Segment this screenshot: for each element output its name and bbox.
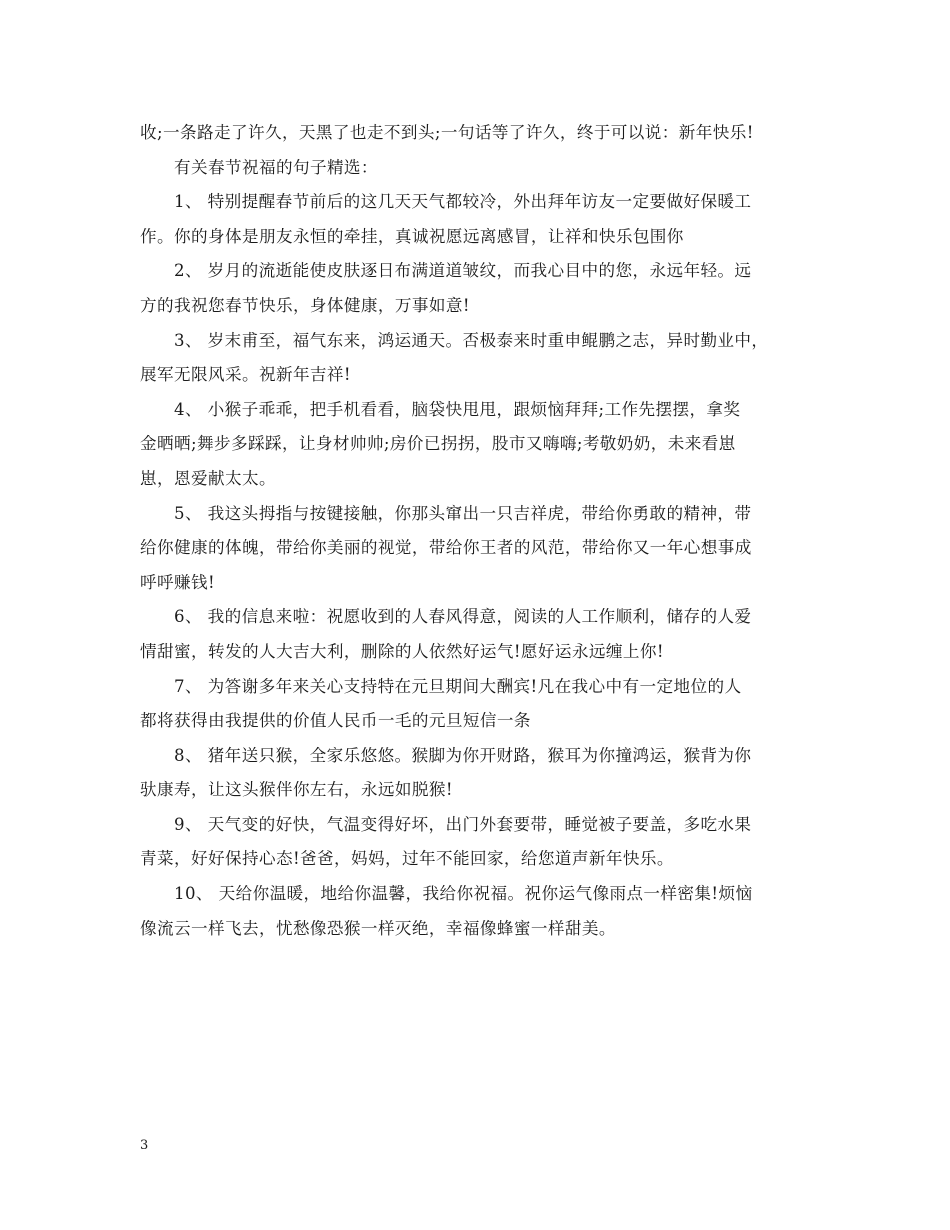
text-line: 呼呼赚钱! [140,572,216,592]
text-line: 4、 小猴子乖乖，把手机看看，脑袋快甩甩，跟烦恼拜拜;工作先摆摆，拿奖 [174,399,741,419]
text-line: 2、 岁月的流逝能使皮肤逐日布满道道皱纹，而我心目中的您，永远年轻。远 [174,261,752,281]
text-line: 9、 天气变的好快，气温变得好坏，出门外套要带，睡觉被子要盖，多吃水果 [174,814,752,834]
text-line: 都将获得由我提供的价值人民币一毛的元旦短信一条 [140,711,531,731]
text-line: 6、 我的信息来啦：祝愿收到的人春风得意，阅读的人工作顺利，储存的人爱 [174,607,752,627]
text-line: 8、 猪年送只猴，全家乐悠悠。猴脚为你开财路，猴耳为你撞鸿运，猴背为你 [174,745,752,765]
text-line: 作。你的身体是朋友永恒的牵挂，真诚祝愿远离感冒，让祥和快乐包围你 [140,226,684,246]
text-line: 展军无限风采。祝新年吉祥! [140,365,351,385]
section-heading: 有关春节祝福的句子精选： [174,157,378,177]
text-line: 1、 特别提醒春节前后的这几天天气都较冷，外出拜年访友一定要做好保暖工 [174,192,752,212]
text-line: 驮康寿，让这头猴伴你左右，永远如脱猴! [140,780,453,800]
page-number: 3 [140,1138,149,1153]
document-body [140,116,823,946]
text-line: 5、 我这头拇指与按键接触，你那头窜出一只吉祥虎，带给你勇敢的精神，带 [174,503,752,523]
text-line: 10、 天给你温暖，地给你温馨，我给你祝福。祝你运气像雨点一样密集!烦恼 [174,884,753,904]
text-line: 给你健康的体魄，带给你美丽的视觉，带给你王者的风范，带给你又一年心想事成 [140,538,752,558]
text-line: 崽，恩爱献太太。 [140,468,276,488]
text-line: 方的我祝您春节快乐，身体健康，万事如意! [140,295,470,315]
text-line: 情甜蜜，转发的人大吉大利，删除的人依然好运气!愿好运永远缠上你! [140,641,664,661]
text-line: 青菜，好好保持心态!爸爸，妈妈，过年不能回家，给您道声新年快乐。 [140,849,674,869]
text-line: 金晒晒;舞步多踩踩，让身材帅帅;房价已拐拐，股市又嗨嗨;考敬奶奶，未来看崽 [140,434,736,454]
text-line: 像流云一样飞去，忧愁像恐猴一样灭绝，幸福像蜂蜜一样甜美。 [140,918,616,938]
text-line: 7、 为答谢多年来关心支持特在元旦期间大酬宾!凡在我心中有一定地位的人 [174,676,742,696]
text-line: 收;一条路走了许久，天黑了也走不到头;一句话等了许久，终于可以说：新年快乐! [140,123,754,142]
text-line: 3、 岁末甫至，福气东来，鸿运通天。否极泰来时重申鲲鹏之志，异时勤业中， [174,330,769,350]
